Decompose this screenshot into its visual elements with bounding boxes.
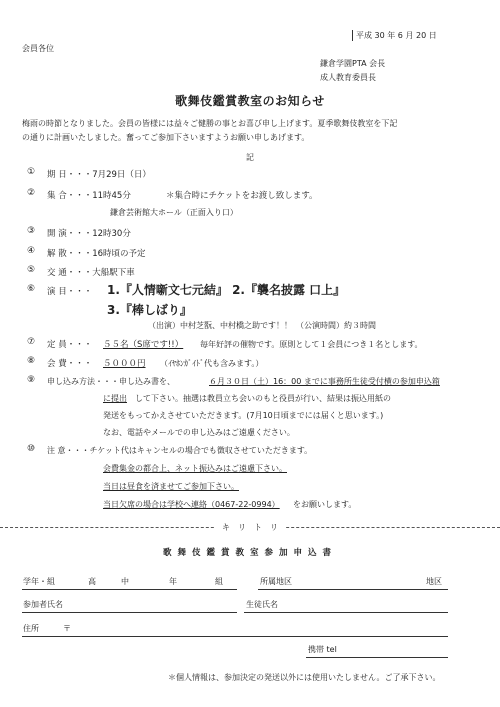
- form-participant-label: 参加者氏名: [23, 600, 63, 609]
- item-transport: 交 通・・・大船駅下車: [47, 268, 135, 278]
- form-district-suffix: 地区: [426, 577, 442, 586]
- item-gathering-venue: 鎌倉芸術館大ホール（正面入り口）: [110, 208, 238, 217]
- item-capacity: ５５名（S席です!!）: [103, 340, 184, 350]
- item-fee: ５０００円: [103, 359, 146, 369]
- item-apply-line-2: して下さい。抽選は教員立ち会いのもと役員が行い、結果は振込用紙の: [135, 394, 391, 403]
- item-number: ④: [27, 246, 36, 256]
- recipient: 会員各位: [22, 44, 54, 53]
- address-field-line[interactable]: [22, 636, 448, 637]
- item-program-label: 演 目・・・: [47, 287, 93, 297]
- item-apply-submit: に提出: [103, 394, 127, 403]
- item-start: 開 演・・・12時30分: [47, 229, 131, 239]
- item-fee-label: 会 費・・・: [47, 359, 93, 369]
- mobile-field-line[interactable]: [306, 657, 448, 658]
- form-grade-label: 学年・組: [23, 577, 55, 586]
- item-number: ⑨: [27, 375, 36, 385]
- item-number: ⑦: [27, 337, 36, 347]
- item-caution-note-3a: 当日欠席の場合は学校へ連絡（0467-22-0994）: [103, 500, 280, 509]
- item-end: 解 散・・・16時頃の予定: [47, 249, 146, 259]
- item-number: ⑥: [27, 284, 36, 294]
- form-address-label: 住所: [23, 624, 39, 633]
- student-field-line[interactable]: [244, 612, 448, 613]
- item-capacity-label: 定 員・・・: [47, 340, 93, 350]
- item-apply-line-4: なお、電話やメールでの申し込みはご遠慮ください。: [103, 428, 295, 437]
- item-number: ①: [27, 167, 36, 177]
- document-date: 平成 30 年 6 月 20 日: [352, 30, 437, 41]
- form-postal-mark: 〒: [63, 624, 71, 633]
- cut-label: キ リ ト リ: [214, 523, 286, 532]
- intro-line-1: 梅雨の時節となりました。会員の皆様には益々ご健勝の事とお喜び申し上げます。夏季歌舞伎教室を下記: [22, 119, 398, 128]
- sender-committee: 成人教育委員長: [320, 73, 376, 82]
- page-title: 歌舞伎鑑賞教室のお知らせ: [175, 94, 325, 108]
- form-middle: 中: [121, 577, 129, 586]
- item-gathering-note: ＊集合時にチケットをお渡し致します。: [166, 191, 318, 201]
- item-fee-note: （ｲﾔﾎﾝｶﾞｲﾄﾞ代も含みます。）: [160, 359, 264, 368]
- item-capacity-note: 毎年好評の催物です。原則として１会員につき１名とします。: [200, 340, 423, 349]
- intro-line-2: の通りに計画いたしました。奮ってご参加下さいますようお願い申しあげます。: [22, 133, 310, 142]
- form-year: 年: [169, 577, 177, 586]
- sender-org: 鎌倉学園PTA 会長: [320, 59, 386, 68]
- item-apply-line-3: 発送をもってかえさせていただきます。(7月10日頃までには届くと思います。): [103, 411, 384, 420]
- grade-field-line[interactable]: [22, 589, 237, 590]
- ki-heading: 記: [246, 153, 254, 162]
- item-caution-note-3b: をお願いします。: [293, 500, 357, 509]
- item-number: ③: [27, 226, 36, 236]
- district-field-line[interactable]: [258, 589, 448, 590]
- form-title: 歌舞伎鑑賞教室参加申込書: [162, 548, 337, 558]
- item-cast: （出演）中村芝翫、中村橋之助です！！ （公演時間）約３時間: [148, 321, 376, 330]
- form-student-label: 生徒氏名: [246, 600, 278, 609]
- form-mobile-label: 携帯 tel: [308, 645, 337, 654]
- item-number: ⑧: [27, 356, 36, 366]
- item-program-1: 1.『人情噺文七元結』 2.『襲名披露 口上』: [107, 283, 346, 297]
- item-number: ⑩: [27, 444, 36, 454]
- item-apply-deadline: ６月３０日（土）16：00 までに事務所生徒受付横の参加申込箱: [209, 377, 440, 386]
- item-caution: 注 意・・・チケット代はキャンセルの場合でも徴収させていただきます。: [47, 446, 313, 455]
- participant-field-line[interactable]: [22, 612, 237, 613]
- item-number: ⑤: [27, 265, 36, 275]
- privacy-note: ＊個人情報は、参加決定の発送以外には使用いたしません。ご了承下さい。: [168, 673, 441, 682]
- item-caution-note-1: 会費集金の都合上、ネット振込みはご遠慮下さい。: [103, 464, 287, 473]
- item-caution-note-2: 当日は昼食を済ませてご参加下さい。: [103, 482, 239, 491]
- item-date: 期 日・・・7月29日（日）: [47, 170, 151, 180]
- item-program-2: 3.『棒しばり』: [107, 303, 192, 317]
- item-gathering: 集 合・・・11時45分: [47, 191, 131, 201]
- item-apply-label: 申し込み方法・・・申し込み書を、: [47, 377, 175, 386]
- form-kumi: 組: [215, 577, 223, 586]
- form-high: 高: [88, 577, 96, 586]
- form-district-label: 所属地区: [260, 577, 292, 586]
- item-number: ②: [27, 188, 36, 198]
